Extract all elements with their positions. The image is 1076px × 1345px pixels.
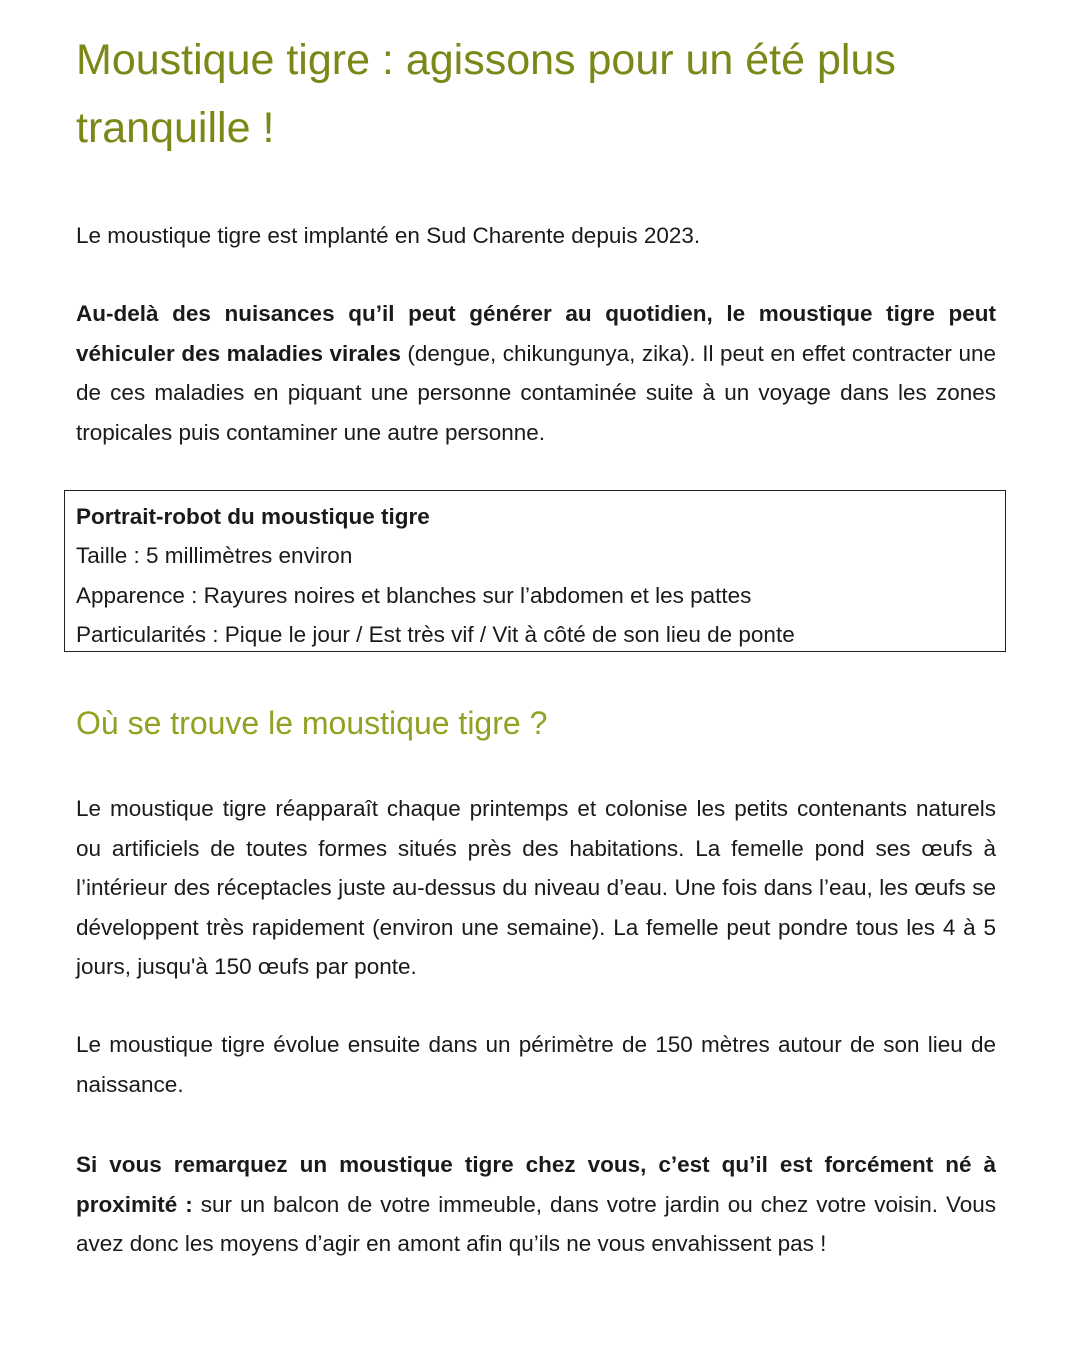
portrait-features: Particularités : Pique le jour / Est très vif / Vit à côté de son lieu de ponte (76, 621, 795, 647)
page-title: Moustique tigre : agissons pour un été plus tranquille ! (76, 36, 896, 152)
section-title: Où se trouve le moustique tigre ? (76, 705, 548, 741)
proximity-bold-text: Si vous remarquez un moustique tigre chez vous, c’est qu’il est forcément né à proximité : (76, 1152, 996, 1217)
intro-paragraph: Le moustique tigre est implanté en Sud Charente depuis 2023. (76, 223, 701, 248)
diseases-paragraph (76, 294, 996, 452)
proximity-paragraph (76, 1145, 996, 1264)
proximity-text: sur un balcon de votre immeuble, dans votre jardin ou chez votre voisin. Vous avez donc les moyens d’agir en amont afin qu’ils ne vous envahissent pas ! (76, 1191, 996, 1256)
diseases-text: (dengue, chikungunya, zika). Il peut en effet contracter une de ces maladies en piquant une personne contaminée suite à un voyage dans les zones tropicales puis contaminer une autre personne. (76, 340, 996, 445)
portrait-size: Taille : 5 millimètres environ (76, 543, 353, 569)
portrait-heading: Portrait-robot du moustique tigre (76, 504, 430, 529)
portrait-box (64, 490, 1006, 652)
habitat-paragraph: Le moustique tigre réapparaît chaque printemps et colonise les petits contenants naturels ou artificiels de toutes formes situés près des habitations. La femelle pond ses œufs à l’intérieur des réceptacles juste au-dessus du niveau d’eau. Une fois dans l’eau, les œufs se développent très rapidement (environ une semaine). La femelle peut pondre tous les 4 à 5 jours, jusqu'à 150 œufs par ponte. (76, 796, 996, 979)
perimeter-paragraph: Le moustique tigre évolue ensuite dans un périmètre de 150 mètres autour de son lieu de naissance. (76, 1032, 996, 1097)
portrait-appearance: Apparence : Rayures noires et blanches sur l’abdomen et les pattes (76, 582, 752, 608)
diseases-bold-text: Au-delà des nuisances qu’il peut générer au quotidien, le moustique tigre peut véhiculer des maladies virales (76, 301, 996, 366)
